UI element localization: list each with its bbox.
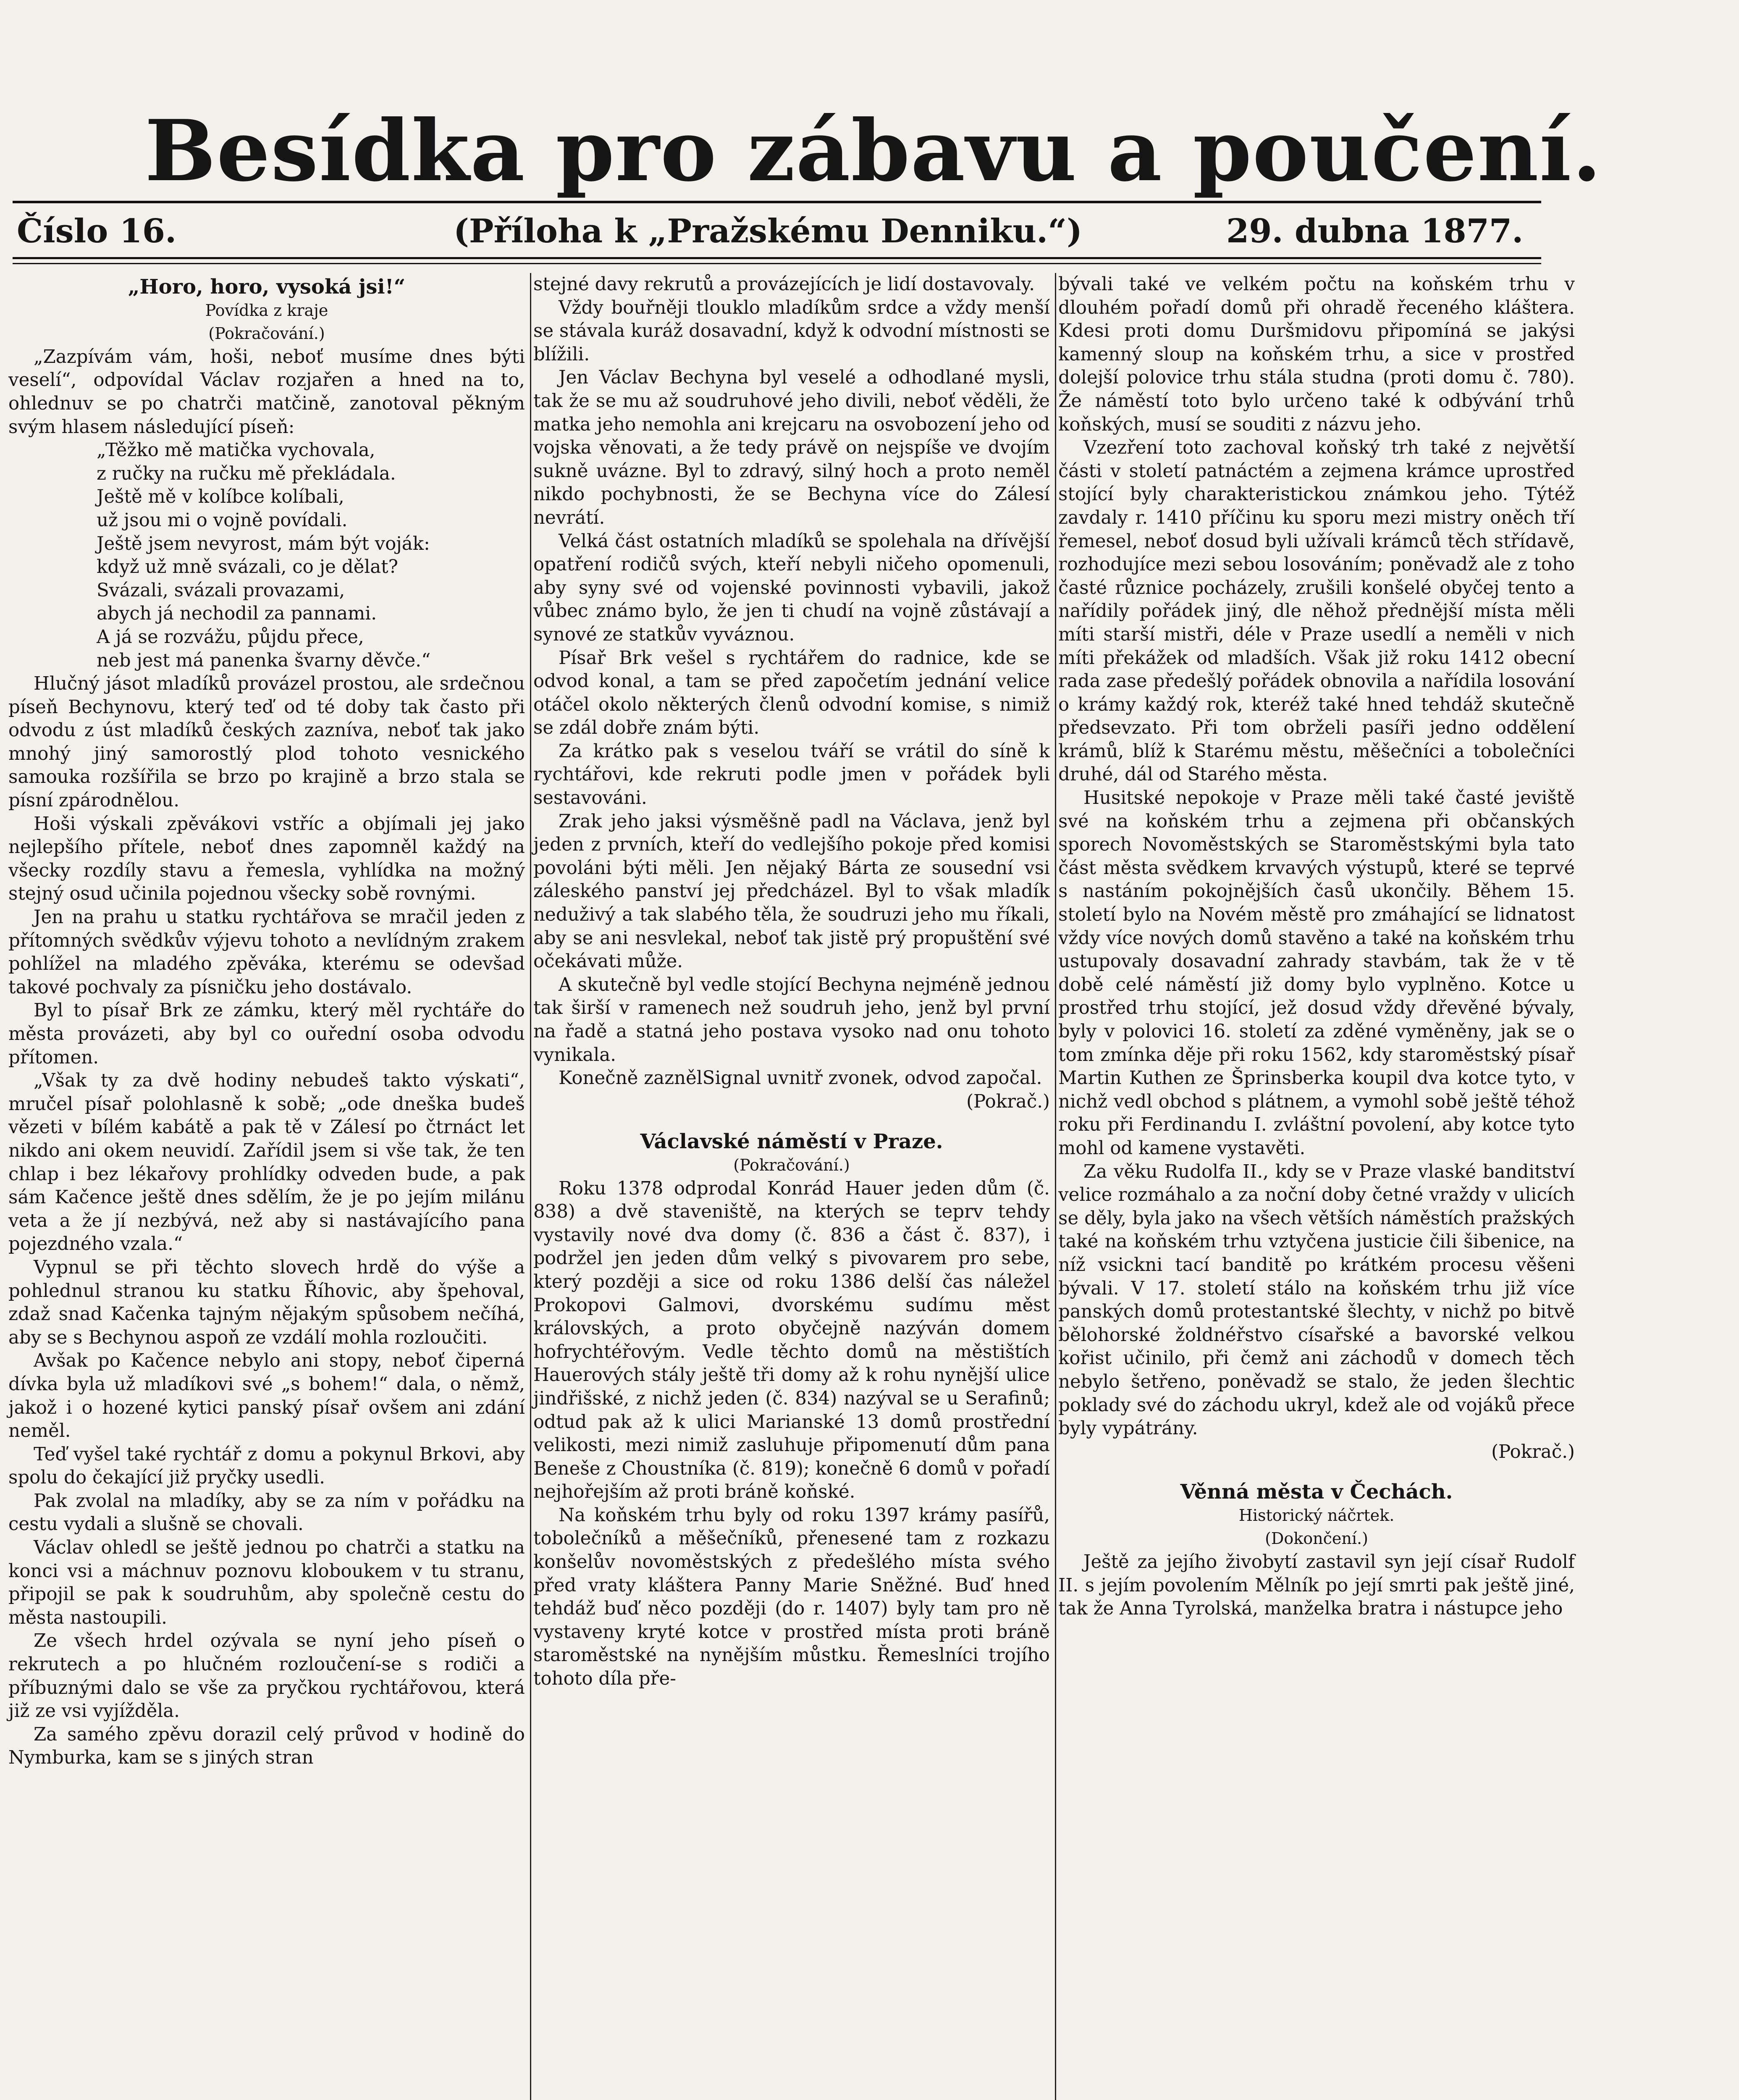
paragraph: Vzezření toto zachoval koňský trh také z největší části v století patnáctém a zejmena krámce uprostřed stojící byly charakteristickou známkou jeho. Týtéž zavdaly r. 1410 příčinu ku sporu mezi mistry oněch tří řemesel, neboť dosud byli užívali krámců těch střídavě, rozhodujíce mezi sebou losováním; poněvadž ale z toho časté různice pocházely, zrušili konšelé obyčej tento a nařídily pořádek jiný, dle něhož přednější místa měli míti starší mistři, déle v Praze usedlí a neměli v nich míti překážek od mladších. Však již roku 1412 obecní rada zase předešlý pořádek obnovila a nařídila losování o krámy každý rok, kteréž také hned tehdáž skutečně předsevzato. Při tom obrželi pasíři jedno oddělení krámů, blíž k Starému městu, měšečníci a tobolečníci druhé, dál od Starého města. — [1058, 437, 1575, 785]
masthead-rule — [13, 201, 1541, 203]
paragraph: Za věku Rudolfa II., kdy se v Praze vlaské banditství velice rozmáhalo a za noční doby četné vraždy v ulicích se děly, byla jako na všech větších náměstích pražských také na koňském trhu vztyčena justicie čili šibenice, na níž vsickni tací banditě po krátkém procesu věšeni bývali. V 17. století stálo na koňském trhu již více panských domů protestantské šlechty, v nichž po bitvě bělohorské žoldnéřstvo císařské a bavorské velkou kořist učinilo, při čemž ani záchodů v domech těch nebylo šetřeno, poněvadž se stalo, že jeden šlechtic poklady své do záchodu ukryl, kdež ale od vojáků přece byly vypátrány. — [1058, 1161, 1575, 1439]
column-divider-1 — [530, 273, 531, 2100]
masthead-title: Besídka pro zábavu a poučení. — [144, 102, 1603, 200]
paragraph: Za krátko pak s veselou tváří se vrátil do síně k rychtářovi, kde rekruti podle jmen v pořádek byli sestavováni. — [533, 740, 1050, 809]
paragraph: Hoši výskali zpěvákovi vstříc a objímali jej jako nejlepšího přítele, neboť dnes zapomněl každý na všecky rozdíly stavu a řemesla, vyhlídka na možný stejný osud učinila pojednou všecky sobě rovnými. — [8, 813, 525, 905]
issue-header — [17, 212, 1537, 258]
continued-note: (Pokrač.) — [1491, 1441, 1575, 1462]
paragraph: Zrak jeho jaksi výsměšně padl na Václava, jenž byl jeden z prvních, kteří do vedlejšího pokoje před komisi povoláni býti měli. Jen nějaký Bárta ze sousední vsi záleského panství jej předcházel. Byl to však mladík neduživý a tak slabého těla, že soudruzi jeho mu říkali, aby se ani nesvlekal, neboť tak jistě prý propuštění své očekávati může. — [533, 811, 1050, 972]
issue-date: 29. dubna 1877. — [1226, 212, 1524, 250]
verse-line: Ještě mě v kolíbce kolíbali, — [97, 486, 344, 508]
column-3 — [1058, 273, 1575, 1621]
paragraph: Vypnul se při těchto slovech hrdě do výše a pohlednul stranou ku statku Říhovic, aby špehoval, zdaž snad Kačenka tajným nějakým spůsobem nečíhá, aby se s Bechynou aspoň ze vzdálí mohla rozloučiti. — [8, 1257, 525, 1348]
paragraph: stejné davy rekrutů a provázejících je lidí dostavovaly. — [533, 274, 1035, 295]
paragraph: Vždy bouřněji tlouklo mladíkům srdce a vždy menší se stávala kuráž dosavadní, když k odvodní místnosti se blížili. — [533, 297, 1050, 365]
paragraph: Teď vyšel také rychtář z domu a pokynul Brkovi, aby spolu do čekající již pryčky usedli. — [8, 1444, 525, 1488]
verse-line: z ručky na ručku mě překládala. — [97, 463, 396, 484]
verse-line: neb jest má panenka švarny děvče.“ — [97, 650, 431, 671]
paragraph: Jen na prahu u statku rychtářova se mračil jeden z přítomných svědkův výjevu tohoto a nevlídným zrakem pohlížel na mladého zpěváka, kterému se odevšad takové pochvaly za písničku jeho dostávalo. — [8, 907, 525, 998]
verse-line: „Těžko mě matička vychovala, — [97, 440, 375, 461]
paragraph: Avšak po Kačence nebylo ani stopy, neboť čiperná dívka byla už mladíkovi své „s bohem!“ dala, o němž, jakož i o hozené kytici panský písař ovšem ani zdání neměl. — [8, 1350, 525, 1442]
column-1 — [8, 273, 525, 1770]
paragraph: bývali také ve velkém počtu na koňském trhu v dlouhém pořadí domů při ohradě řeceného kláštera. Kdesi proti domu Duršmidovu připomíná se jakýsi kamenný sloup na koňském trhu, a sice v prostřed dolejší polovice trhu stála studna (proti domu č. 780). Že náměstí toto bylo určeno také k odbývání trhů koňských, musí se souditi z názvu jeho. — [1058, 274, 1575, 435]
paragraph: „Však ty za dvě hodiny nebudeš takto výskati“, mručel písař polohlasně k sobě; „ode dneška budeš vězeti v bílém kabátě a pak tě v Zálesí po čtrnáct let nikdo ani okem neuvidí. Zařídil jsem si vše tak, že ten chlap i bez lékařovy prohlídky odveden bude, a pak sám Kačence ještě dnes sdělím, že je po jejím milánu veta a že jí nezbývá, než aby si nastávajícího pana pojezdného vzala.“ — [8, 1070, 525, 1255]
paragraph: Husitské nepokoje v Praze měli také časté jeviště své na koňském trhu a zejmena při občanských sporech Novoměstských se Staroměstskými byla tato část města svědkem krvavých výstupů, které se teprvé s nastáním pokojnějších časů ukončily. Během 15. století bylo na Novém městě pro zmáhající se lidnatost vždy více nových domů stavěno a také na koňském trhu ustupovaly dosavadní zahrady stavbám, tak že v tě době celé náměstí již domy bylo vyplněno. Kotce u prostřed trhu stojící, jež dosud vždy dřevěné bývaly, byly v polovici 16. století za zděné vyměněny, jak se o tom zmínka děje při roku 1562, kdy staroměstský písař Martin Kuthen ze Šprinsberka koupil dva kotce tyto, v nichž vedl obchod s plátnem, a vymohl sobě ještě téhož roku při Ferdinandu I. zvláštní povolení, aby kotce tyto mohl od kamene vystavěti. — [1058, 788, 1575, 1159]
paragraph: Velká část ostatních mladíků se spolehala na dřívější opatření rodičů svých, kteří nebyli ničeho opomenuli, aby syny své od vojenské povinnosti vybavili, jakož vůbec známo bylo, že jen ti chudí na vojně zůstávají a synové ze statkův vyváznou. — [533, 530, 1050, 645]
paragraph: Ze všech hrdel ozývala se nyní jeho píseň o rekrutech a po hlučném rozloučení-se s rodiči a příbuznými dalo se vše za pryčkou rychtářovou, která již ze vsi vyjížděla. — [8, 1630, 525, 1722]
paragraph: „Zazpívám vám, hoši, neboť musíme dnes býti veselí“, odpovídal Václav rozjařen a hned na to, ohlednuv se po chatrči matčině, zanotoval pěkným svým hlasem následující píseň: — [8, 346, 525, 438]
continued-note: (Pokrač.) — [966, 1091, 1050, 1112]
supplement-note: (Příloha k „Pražskému Denniku.“) — [454, 212, 1082, 250]
verse-line: už jsou mi o vojně povídali. — [97, 509, 348, 531]
paragraph: Roku 1378 odprodal Konrád Hauer jeden dům (č. 838) a dvě staveniště, na kterých se teprv tehdy vystavily nové dva domy (č. 836 a část č. 837), i podržel jen jeden dům velký s pivovarem pro sebe, který později a sice od roku 1386 delší čas náležel Prokopovi Galmovi, dvorskému sudímu měst královských, a proto obyčejně nazýván domem hofrychtéřovým. Vedle těchto domů na městištích Hauerových stály ještě tři domy až k rohu nynější ulice jindřišské, z nichž jeden (č. 834) nazýval se u Serafinů; odtud pak až k ulici Marianské 13 domů prostřední velikosti, mezi nimiž zasluhuje připomenutí dům pana Beneše z Choustníka (č. 819); konečně 6 domů v pořadí nejhořejším až proti bráně koňské. — [533, 1178, 1050, 1503]
header-rule-bottom — [13, 263, 1541, 264]
story-title: „Horo, horo, vysoká jsi!“ — [128, 275, 406, 299]
paragraph: Ještě za jejího živobytí zastavil syn její císař Rudolf II. s jejím povolením Mělník po její smrti pak ještě jiné, tak že Anna Tyrolská, manželka bratra i nástupce jeho — [1058, 1551, 1575, 1620]
paragraph: Hlučný jásot mladíků provázel prostou, ale srdečnou píseň Bechynovu, který teď od té doby tak často při odvodu z úst mladíků českých zazníva, neboť tak jako mnohý jiný samorostlý plod tohoto vesnického samouka rozšířila se brzo po krajině a brzo stala se písní zpárodnělou. — [8, 673, 525, 811]
verse-line: abych já nechodil za pannami. — [97, 603, 377, 625]
paragraph: Konečně zaznělSignal uvnitř zvonek, odvod započal. — [559, 1068, 1042, 1089]
paragraph: Na koňském trhu byly od roku 1397 krámy pasířů, tobolečníků a měšečníků, přenesené tam z rozkazu konšelův novoměstských z předešlého místa svého před vraty kláštera Panny Marie Sněžné. Buď hned tehdáž buď něco později (do r. 1407) byly tam pro ně vystaveny kryté kotce v prostřed místa proti bráně staroměstské na nynějším můstku. Řemeslníci trojího tohoto díla pře- — [533, 1504, 1050, 1690]
article-subtitle: Historický náčrtek. — [1238, 1506, 1395, 1525]
story-subtitle: Povídka z kraje — [205, 301, 328, 320]
article-continuation: (Pokračování.) — [733, 1155, 850, 1174]
paragraph: A skutečně byl vedle stojící Bechyna nejméně jednou tak širší v ramenech než soudruh jeho, jenž byl první na řadě a statná jeho postava vysoko nad onu tohoto vynikala. — [533, 974, 1050, 1066]
paragraph: Jen Václav Bechyna byl veselé a odhodlané mysli, tak že se mu až soudruhové jeho divili, neboť věděli, že matka jeho nemohla ani krejcaru na osvobození jeho od vojska věnovati, a že tedy právě on nejspíše ve dvojím sukně uvázne. Byl to zdravý, silný hoch a proto neměl nikdo pochybnosti, že se Bechyna více do Zálesí nevrátí. — [533, 367, 1050, 528]
article-continuation: (Dokončení.) — [1265, 1529, 1368, 1548]
verse-line: když už mně svázali, co je dělat? — [97, 556, 398, 578]
paragraph: Za samého zpěvu dorazil celý průvod v hodině do Nymburka, kam se s jiných stran — [8, 1724, 525, 1769]
verse-line: A já se rozvážu, půjdu přece, — [97, 626, 364, 648]
column-divider-2 — [1055, 273, 1056, 2100]
article-title: Věnná města v Čechách. — [1180, 1480, 1453, 1504]
story-continuation: (Pokračování.) — [208, 324, 325, 343]
paragraph: Pak zvolal na mladíky, aby se za ním v pořádku na cestu vydali a slušně se chovali. — [8, 1490, 525, 1535]
paragraph: Václav ohledl se ještě jednou po chatrči a statku na konci vsi a máchnuv poznovu kloboukem v tu stranu, připojil se pak k soudruhům, aby společně cestu do města nastoupili. — [8, 1537, 525, 1628]
issue-number: Číslo 16. — [17, 212, 177, 250]
article-title: Václavské náměstí v Praze. — [640, 1130, 943, 1154]
verse-line: Ještě jsem nevyrost, mám být voják: — [97, 533, 430, 554]
paragraph: Písař Brk vešel s rychtářem do radnice, kde se odvod konal, a tam se před započetím jednání velice otáčel okolo některých členů odvodní komise, s nimiž se zdál dobře znám býti. — [533, 647, 1050, 739]
verse-line: Svázali, svázali provazami, — [97, 580, 345, 601]
paragraph: Byl to písař Brk ze zámku, který měl rychtáře do města provázeti, aby byl co ouřední osoba odvodu přítomen. — [8, 1000, 525, 1068]
header-rule-top — [13, 257, 1541, 259]
column-2 — [533, 273, 1050, 1691]
